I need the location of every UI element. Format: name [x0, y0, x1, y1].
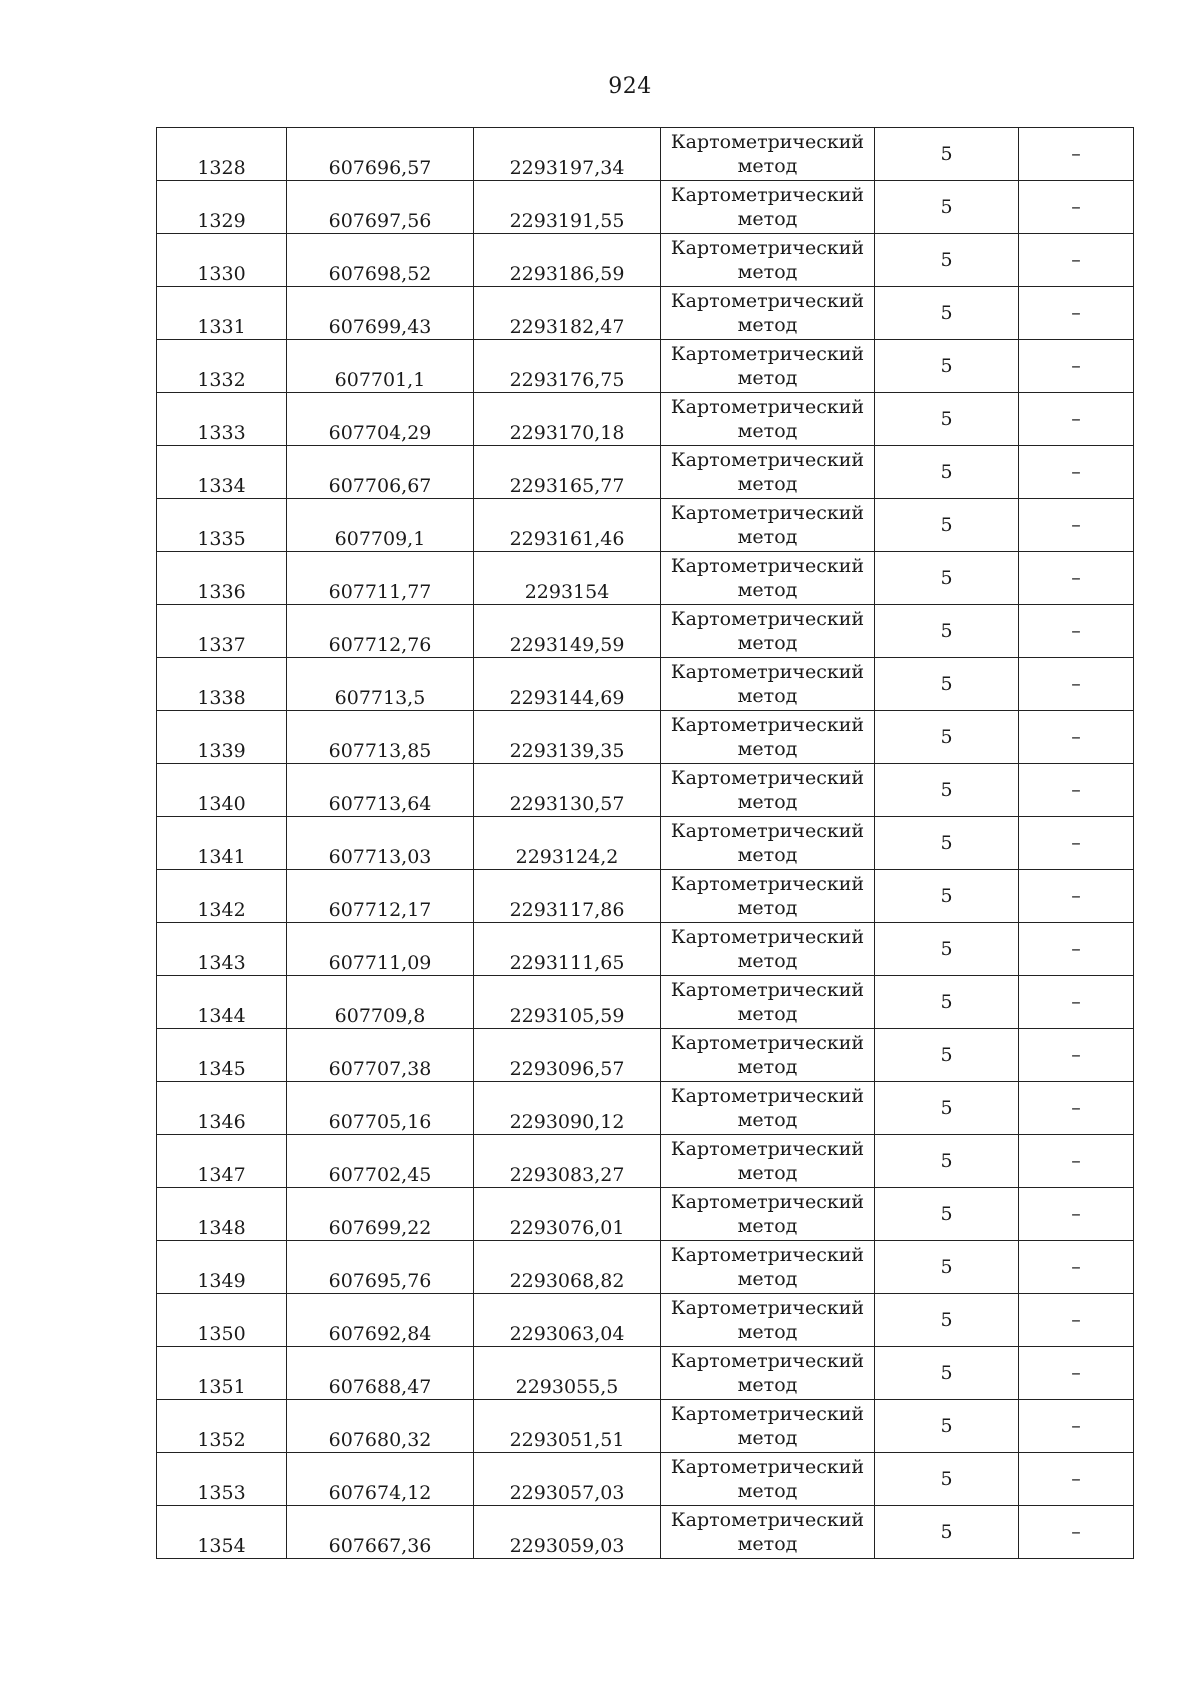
y-coordinate-cell: 2293059,03	[474, 1506, 661, 1559]
method-line-2: метод	[737, 1321, 798, 1343]
note-cell: –	[1019, 340, 1134, 393]
method-cell	[661, 1082, 875, 1135]
method-cell	[661, 711, 875, 764]
x-coordinate-cell: 607713,64	[287, 764, 474, 817]
method-cell	[661, 1188, 875, 1241]
table-row	[157, 1506, 1134, 1559]
note-cell: –	[1019, 1453, 1134, 1506]
accuracy-cell: 5	[875, 817, 1019, 870]
y-coordinate-cell: 2293165,77	[474, 446, 661, 499]
accuracy-cell: 5	[875, 1082, 1019, 1135]
method-line-1: Картометрический	[670, 184, 865, 206]
method-cell	[661, 340, 875, 393]
note-cell: –	[1019, 1506, 1134, 1559]
note-cell: –	[1019, 287, 1134, 340]
method-line-2: метод	[737, 950, 798, 972]
x-coordinate-cell: 607709,1	[287, 499, 474, 552]
note-cell: –	[1019, 817, 1134, 870]
note-cell: –	[1019, 1188, 1134, 1241]
note-cell: –	[1019, 1294, 1134, 1347]
page-number: 924	[608, 74, 652, 99]
y-coordinate-cell: 2293182,47	[474, 287, 661, 340]
accuracy-cell: 5	[875, 287, 1019, 340]
accuracy-cell: 5	[875, 1241, 1019, 1294]
method-line-1: Картометрический	[670, 873, 865, 895]
point-number-cell: 1353	[157, 1453, 287, 1506]
table-row	[157, 1188, 1134, 1241]
point-number-cell: 1328	[157, 128, 287, 181]
x-coordinate-cell: 607706,67	[287, 446, 474, 499]
method-line-2: метод	[737, 1056, 798, 1078]
note-cell: –	[1019, 446, 1134, 499]
table-row	[157, 1082, 1134, 1135]
x-coordinate-cell: 607701,1	[287, 340, 474, 393]
method-line-2: метод	[737, 155, 798, 177]
x-coordinate-cell: 607713,5	[287, 658, 474, 711]
table-row	[157, 658, 1134, 711]
method-line-1: Картометрический	[670, 449, 865, 471]
method-line-2: метод	[737, 1374, 798, 1396]
y-coordinate-cell: 2293063,04	[474, 1294, 661, 1347]
method-line-2: метод	[737, 473, 798, 495]
table-row	[157, 870, 1134, 923]
point-number-cell: 1338	[157, 658, 287, 711]
accuracy-cell: 5	[875, 340, 1019, 393]
method-line-1: Картометрический	[670, 396, 865, 418]
method-cell	[661, 817, 875, 870]
accuracy-cell: 5	[875, 1400, 1019, 1453]
method-cell	[661, 1453, 875, 1506]
method-cell	[661, 1294, 875, 1347]
accuracy-cell: 5	[875, 393, 1019, 446]
point-number-cell: 1337	[157, 605, 287, 658]
method-cell	[661, 181, 875, 234]
note-cell: –	[1019, 923, 1134, 976]
y-coordinate-cell: 2293161,46	[474, 499, 661, 552]
point-number-cell: 1331	[157, 287, 287, 340]
accuracy-cell: 5	[875, 1029, 1019, 1082]
accuracy-cell: 5	[875, 658, 1019, 711]
x-coordinate-cell: 607674,12	[287, 1453, 474, 1506]
method-line-2: метод	[737, 791, 798, 813]
method-line-2: метод	[737, 1215, 798, 1237]
x-coordinate-cell: 607705,16	[287, 1082, 474, 1135]
method-cell	[661, 287, 875, 340]
accuracy-cell: 5	[875, 605, 1019, 658]
method-line-2: метод	[737, 897, 798, 919]
x-coordinate-cell: 607713,03	[287, 817, 474, 870]
note-cell: –	[1019, 1347, 1134, 1400]
note-cell: –	[1019, 128, 1134, 181]
y-coordinate-cell: 2293176,75	[474, 340, 661, 393]
method-line-1: Картометрический	[670, 1509, 865, 1531]
y-coordinate-cell: 2293186,59	[474, 234, 661, 287]
method-cell	[661, 870, 875, 923]
y-coordinate-cell: 2293096,57	[474, 1029, 661, 1082]
table-row	[157, 817, 1134, 870]
accuracy-cell: 5	[875, 1135, 1019, 1188]
table-row	[157, 923, 1134, 976]
method-cell	[661, 1506, 875, 1559]
note-cell: –	[1019, 1135, 1134, 1188]
method-line-1: Картометрический	[670, 502, 865, 524]
y-coordinate-cell: 2293083,27	[474, 1135, 661, 1188]
method-line-1: Картометрический	[670, 661, 865, 683]
method-line-2: метод	[737, 632, 798, 654]
method-cell	[661, 1347, 875, 1400]
point-number-cell: 1341	[157, 817, 287, 870]
point-number-cell: 1343	[157, 923, 287, 976]
note-cell: –	[1019, 393, 1134, 446]
accuracy-cell: 5	[875, 499, 1019, 552]
method-line-1: Картометрический	[670, 820, 865, 842]
method-line-1: Картометрический	[670, 1350, 865, 1372]
accuracy-cell: 5	[875, 976, 1019, 1029]
method-line-2: метод	[737, 261, 798, 283]
x-coordinate-cell: 607712,76	[287, 605, 474, 658]
method-line-2: метод	[737, 420, 798, 442]
y-coordinate-cell: 2293057,03	[474, 1453, 661, 1506]
method-line-2: метод	[737, 1533, 798, 1555]
method-line-1: Картометрический	[670, 608, 865, 630]
x-coordinate-cell: 607711,09	[287, 923, 474, 976]
method-line-1: Картометрический	[670, 1403, 865, 1425]
table-row	[157, 1453, 1134, 1506]
point-number-cell: 1351	[157, 1347, 287, 1400]
point-number-cell: 1354	[157, 1506, 287, 1559]
method-line-2: метод	[737, 526, 798, 548]
method-cell	[661, 976, 875, 1029]
note-cell: –	[1019, 764, 1134, 817]
note-cell: –	[1019, 605, 1134, 658]
table-row	[157, 287, 1134, 340]
x-coordinate-cell: 607711,77	[287, 552, 474, 605]
table-row	[157, 499, 1134, 552]
x-coordinate-cell: 607713,85	[287, 711, 474, 764]
coordinates-table	[156, 127, 1134, 1559]
y-coordinate-cell: 2293068,82	[474, 1241, 661, 1294]
method-line-2: метод	[737, 1427, 798, 1449]
point-number-cell: 1346	[157, 1082, 287, 1135]
coordinates-table-body	[157, 128, 1134, 1559]
note-cell: –	[1019, 976, 1134, 1029]
y-coordinate-cell: 2293197,34	[474, 128, 661, 181]
method-line-1: Картометрический	[670, 555, 865, 577]
x-coordinate-cell: 607702,45	[287, 1135, 474, 1188]
y-coordinate-cell: 2293111,65	[474, 923, 661, 976]
accuracy-cell: 5	[875, 923, 1019, 976]
y-coordinate-cell: 2293154	[474, 552, 661, 605]
method-line-1: Картометрический	[670, 714, 865, 736]
method-line-1: Картометрический	[670, 926, 865, 948]
point-number-cell: 1344	[157, 976, 287, 1029]
point-number-cell: 1329	[157, 181, 287, 234]
point-number-cell: 1347	[157, 1135, 287, 1188]
table-row	[157, 1029, 1134, 1082]
note-cell: –	[1019, 552, 1134, 605]
table-row	[157, 181, 1134, 234]
accuracy-cell: 5	[875, 446, 1019, 499]
x-coordinate-cell: 607707,38	[287, 1029, 474, 1082]
note-cell: –	[1019, 181, 1134, 234]
note-cell: –	[1019, 234, 1134, 287]
method-cell	[661, 499, 875, 552]
method-cell	[661, 658, 875, 711]
x-coordinate-cell: 607692,84	[287, 1294, 474, 1347]
accuracy-cell: 5	[875, 552, 1019, 605]
table-row	[157, 1241, 1134, 1294]
table-row	[157, 340, 1134, 393]
note-cell: –	[1019, 1082, 1134, 1135]
method-line-1: Картометрический	[670, 237, 865, 259]
y-coordinate-cell: 2293051,51	[474, 1400, 661, 1453]
table-row	[157, 234, 1134, 287]
table-row	[157, 605, 1134, 658]
table-row	[157, 1347, 1134, 1400]
method-line-1: Картометрический	[670, 1297, 865, 1319]
point-number-cell: 1345	[157, 1029, 287, 1082]
x-coordinate-cell: 607699,22	[287, 1188, 474, 1241]
note-cell: –	[1019, 1400, 1134, 1453]
point-number-cell: 1333	[157, 393, 287, 446]
table-row	[157, 711, 1134, 764]
method-cell	[661, 446, 875, 499]
method-cell	[661, 1400, 875, 1453]
table-row	[157, 1135, 1134, 1188]
method-cell	[661, 128, 875, 181]
method-cell	[661, 1029, 875, 1082]
x-coordinate-cell: 607680,32	[287, 1400, 474, 1453]
method-line-1: Картометрический	[670, 343, 865, 365]
note-cell: –	[1019, 499, 1134, 552]
y-coordinate-cell: 2293055,5	[474, 1347, 661, 1400]
accuracy-cell: 5	[875, 870, 1019, 923]
method-line-1: Картометрический	[670, 1456, 865, 1478]
method-line-2: метод	[737, 314, 798, 336]
point-number-cell: 1350	[157, 1294, 287, 1347]
method-line-2: метод	[737, 1109, 798, 1131]
method-line-2: метод	[737, 579, 798, 601]
y-coordinate-cell: 2293139,35	[474, 711, 661, 764]
point-number-cell: 1336	[157, 552, 287, 605]
method-line-1: Картометрический	[670, 979, 865, 1001]
x-coordinate-cell: 607709,8	[287, 976, 474, 1029]
x-coordinate-cell: 607695,76	[287, 1241, 474, 1294]
y-coordinate-cell: 2293117,86	[474, 870, 661, 923]
x-coordinate-cell: 607688,47	[287, 1347, 474, 1400]
accuracy-cell: 5	[875, 128, 1019, 181]
method-cell	[661, 234, 875, 287]
method-line-1: Картометрический	[670, 767, 865, 789]
table-row	[157, 128, 1134, 181]
note-cell: –	[1019, 711, 1134, 764]
accuracy-cell: 5	[875, 1347, 1019, 1400]
note-cell: –	[1019, 1241, 1134, 1294]
method-line-2: метод	[737, 1268, 798, 1290]
point-number-cell: 1335	[157, 499, 287, 552]
table-row	[157, 552, 1134, 605]
method-cell	[661, 1135, 875, 1188]
y-coordinate-cell: 2293130,57	[474, 764, 661, 817]
point-number-cell: 1330	[157, 234, 287, 287]
table-row	[157, 446, 1134, 499]
method-line-2: метод	[737, 208, 798, 230]
x-coordinate-cell: 607696,57	[287, 128, 474, 181]
y-coordinate-cell: 2293170,18	[474, 393, 661, 446]
x-coordinate-cell: 607667,36	[287, 1506, 474, 1559]
method-cell	[661, 923, 875, 976]
table-row	[157, 393, 1134, 446]
accuracy-cell: 5	[875, 181, 1019, 234]
method-cell	[661, 552, 875, 605]
x-coordinate-cell: 607699,43	[287, 287, 474, 340]
point-number-cell: 1334	[157, 446, 287, 499]
y-coordinate-cell: 2293191,55	[474, 181, 661, 234]
x-coordinate-cell: 607698,52	[287, 234, 474, 287]
method-line-2: метод	[737, 738, 798, 760]
point-number-cell: 1352	[157, 1400, 287, 1453]
note-cell: –	[1019, 1029, 1134, 1082]
accuracy-cell: 5	[875, 234, 1019, 287]
method-line-2: метод	[737, 1480, 798, 1502]
point-number-cell: 1340	[157, 764, 287, 817]
method-line-2: метод	[737, 844, 798, 866]
method-line-1: Картометрический	[670, 131, 865, 153]
method-line-1: Картометрический	[670, 1244, 865, 1266]
point-number-cell: 1348	[157, 1188, 287, 1241]
method-line-1: Картометрический	[670, 1032, 865, 1054]
accuracy-cell: 5	[875, 1188, 1019, 1241]
method-line-1: Картометрический	[670, 1138, 865, 1160]
note-cell: –	[1019, 658, 1134, 711]
accuracy-cell: 5	[875, 1294, 1019, 1347]
point-number-cell: 1349	[157, 1241, 287, 1294]
accuracy-cell: 5	[875, 711, 1019, 764]
table-row	[157, 764, 1134, 817]
point-number-cell: 1332	[157, 340, 287, 393]
x-coordinate-cell: 607704,29	[287, 393, 474, 446]
y-coordinate-cell: 2293124,2	[474, 817, 661, 870]
point-number-cell: 1342	[157, 870, 287, 923]
method-line-2: метод	[737, 685, 798, 707]
table-row	[157, 1400, 1134, 1453]
method-line-1: Картометрический	[670, 1085, 865, 1107]
method-line-1: Картометрический	[670, 290, 865, 312]
y-coordinate-cell: 2293090,12	[474, 1082, 661, 1135]
point-number-cell: 1339	[157, 711, 287, 764]
x-coordinate-cell: 607697,56	[287, 181, 474, 234]
y-coordinate-cell: 2293144,69	[474, 658, 661, 711]
y-coordinate-cell: 2293076,01	[474, 1188, 661, 1241]
method-cell	[661, 393, 875, 446]
method-line-2: метод	[737, 367, 798, 389]
accuracy-cell: 5	[875, 1506, 1019, 1559]
accuracy-cell: 5	[875, 764, 1019, 817]
method-cell	[661, 605, 875, 658]
method-cell	[661, 1241, 875, 1294]
table-row	[157, 1294, 1134, 1347]
method-cell	[661, 764, 875, 817]
method-line-2: метод	[737, 1003, 798, 1025]
y-coordinate-cell: 2293149,59	[474, 605, 661, 658]
y-coordinate-cell: 2293105,59	[474, 976, 661, 1029]
method-line-2: метод	[737, 1162, 798, 1184]
accuracy-cell: 5	[875, 1453, 1019, 1506]
method-line-1: Картометрический	[670, 1191, 865, 1213]
x-coordinate-cell: 607712,17	[287, 870, 474, 923]
note-cell: –	[1019, 870, 1134, 923]
table-row	[157, 976, 1134, 1029]
